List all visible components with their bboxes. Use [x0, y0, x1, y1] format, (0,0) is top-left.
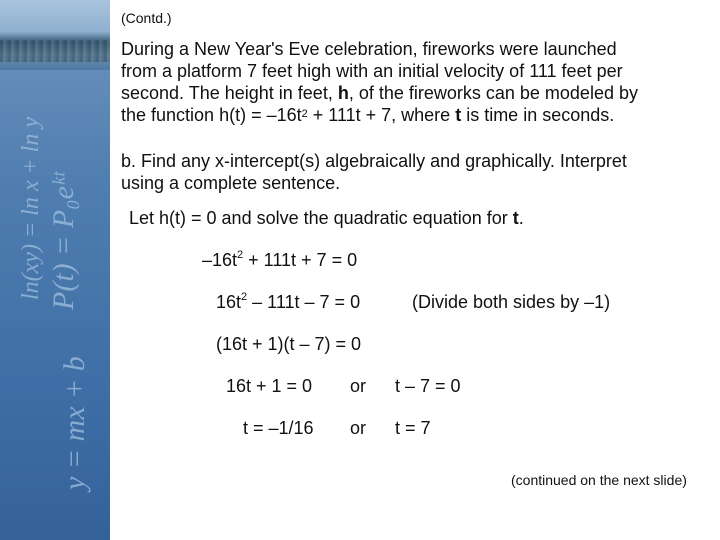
problem-line-4: the function $h(t) = -16t^2 + 111t + 7$, where t is time in seconds. [121, 105, 615, 125]
part-b-question [121, 150, 627, 194]
solve-intro: Let h(t) = 0 and solve the quadratic equation for t. [129, 208, 524, 228]
part-b-line-2: using a complete sentence. [121, 173, 341, 193]
equation-2: $16t^2 - 111t - 7 = 0$ [216, 291, 361, 312]
solution-1: t = –1/16 [243, 418, 314, 438]
problem-statement [121, 38, 638, 126]
reed-texture [0, 40, 110, 62]
sidebar-formula-log: ln(xy) = ln x + ln y [18, 117, 44, 300]
divide-note: (Divide both sides by –1) [412, 292, 611, 312]
continued-note: (continued on the next slide) [511, 472, 687, 488]
decorative-sidebar [0, 0, 110, 540]
or-label-1: or [350, 376, 367, 396]
equation-1: $-16t^2 + 111t + 7 = 0$ [202, 249, 358, 270]
or-label-2: or [350, 418, 367, 438]
problem-line-3: second. The height in feet, h, of the fireworks can be modeled by [121, 83, 638, 103]
solution-2: t = 7 [395, 418, 431, 438]
contd-label: (Contd.) [121, 10, 172, 26]
part-b-line-1: b. Find any x-intercept(s) algebraically and graphically. Interpret [121, 151, 627, 171]
factored-equation: (16t + 1)(t – 7) = 0 [216, 334, 362, 354]
sidebar-formula-line: y = mx + b [58, 356, 91, 490]
problem-line-1: During a New Year's Eve celebration, fireworks were launched [121, 39, 617, 59]
factor-2-equation: t – 7 = 0 [395, 376, 461, 396]
sidebar-formula-exp: P(t) = P₀eᵏᵗ [47, 172, 80, 310]
problem-line-2: from a platform 7 feet high with an initial velocity of 111 feet per [121, 61, 623, 81]
factor-1-equation: 16t + 1 = 0 [226, 376, 313, 396]
